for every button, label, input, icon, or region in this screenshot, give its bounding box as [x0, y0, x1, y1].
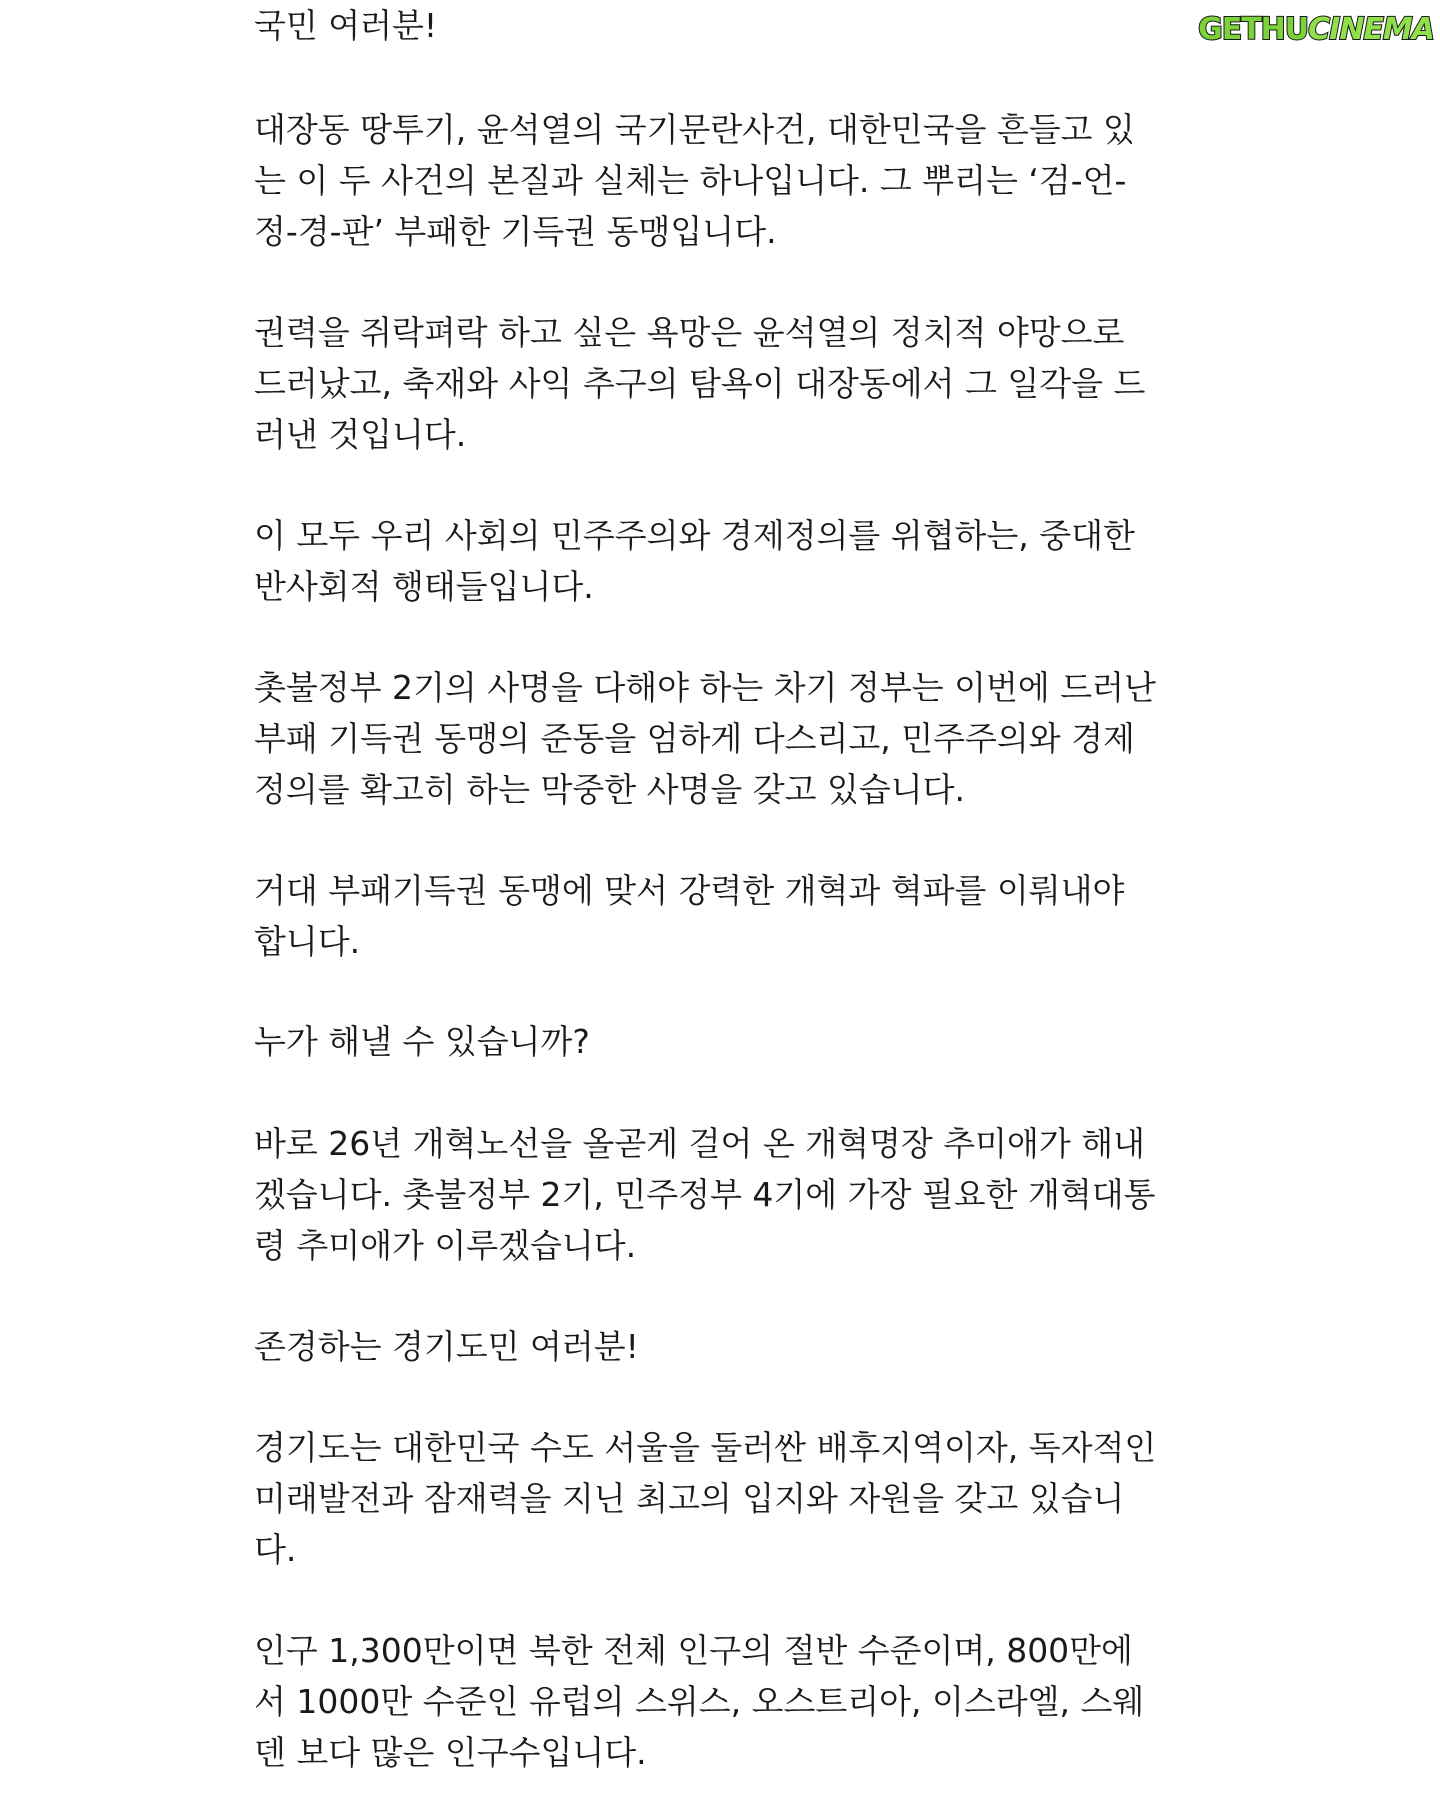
paragraph-line: 덴 보다 많은 인구수입니다. [254, 1733, 647, 1772]
paragraph [254, 662, 1156, 815]
paragraph-line: 러낸 것입니다. [254, 415, 467, 454]
paragraph-line: 합니다. [254, 922, 361, 961]
paragraph [254, 307, 1145, 460]
paragraph [254, 510, 1135, 612]
watermark-text-part2: CINEMA [1308, 11, 1434, 47]
paragraph-line: 권력을 쥐락펴락 하고 싶은 욕망은 윤석열의 정치적 야망으로 [254, 313, 1125, 352]
paragraph-line: 는 이 두 사건의 본질과 실체는 하나입니다. 그 뿌리는 ‘검-언- [254, 161, 1127, 200]
paragraph-line: 경기도는 대한민국 수도 서울을 둘러싼 배후지역이자, 독자적인 [254, 1428, 1157, 1467]
paragraph [254, 1118, 1155, 1271]
paragraph [254, 1625, 1144, 1778]
paragraph [254, 1422, 1156, 1575]
paragraph-line: 령 추미애가 이루겠습니다. [254, 1226, 637, 1265]
paragraph-line: 드러났고, 축재와 사익 추구의 탐욕이 대장동에서 그 일각을 드 [254, 364, 1146, 403]
paragraph [254, 104, 1135, 257]
paragraph-line: 정의를 확고히 하는 막중한 사명을 갖고 있습니다. [254, 770, 965, 809]
paragraph [254, 1016, 590, 1067]
paragraph-line: 정-경-판’ 부패한 기득권 동맹입니다. [254, 212, 777, 251]
paragraph-line: 서 1000만 수준인 유럽의 스위스, 오스트리아, 이스라엘, 스웨 [254, 1682, 1145, 1721]
paragraph-line: 바로 26년 개혁노선을 올곧게 걸어 온 개혁명장 추미애가 해내 [254, 1124, 1145, 1163]
paragraph-line: 미래발전과 잠재력을 지닌 최고의 입지와 자원을 갖고 있습니 [254, 1479, 1125, 1518]
paragraph-line: 부패 기득권 동맹의 준동을 엄하게 다스리고, 민주주의와 경제 [254, 719, 1135, 758]
gethu-cinema-watermark-logo [1198, 6, 1434, 52]
paragraph-line: 다. [254, 1530, 297, 1569]
paragraph [254, 865, 1124, 967]
paragraph [254, 0, 437, 51]
paragraph-line: 반사회적 행태들입니다. [254, 567, 594, 606]
paragraph-line: 인구 1,300만이면 북한 전체 인구의 절반 수준이며, 800만에 [254, 1631, 1133, 1670]
paragraph-line: 존경하는 경기도민 여러분! [254, 1327, 639, 1366]
paragraph-line: 대장동 땅투기, 윤석열의 국기문란사건, 대한민국을 흔들고 있 [254, 110, 1135, 149]
paragraph-line: 촛불정부 2기의 사명을 다해야 하는 차기 정부는 이번에 드러난 [254, 668, 1156, 707]
paragraph-line: 이 모두 우리 사회의 민주주의와 경제정의를 위협하는, 중대한 [254, 516, 1135, 555]
paragraph-line: 겠습니다. 촛불정부 2기, 민주정부 4기에 가장 필요한 개혁대통 [254, 1175, 1156, 1214]
watermark-text-part1: GETHU [1198, 11, 1309, 47]
paragraph [254, 1321, 639, 1372]
paragraph-line: 국민 여러분! [254, 6, 438, 45]
paragraph-line: 누가 해낼 수 있습니까? [254, 1022, 590, 1061]
paragraph-line: 거대 부패기득권 동맹에 맞서 강력한 개혁과 혁파를 이뤄내야 [254, 871, 1125, 910]
